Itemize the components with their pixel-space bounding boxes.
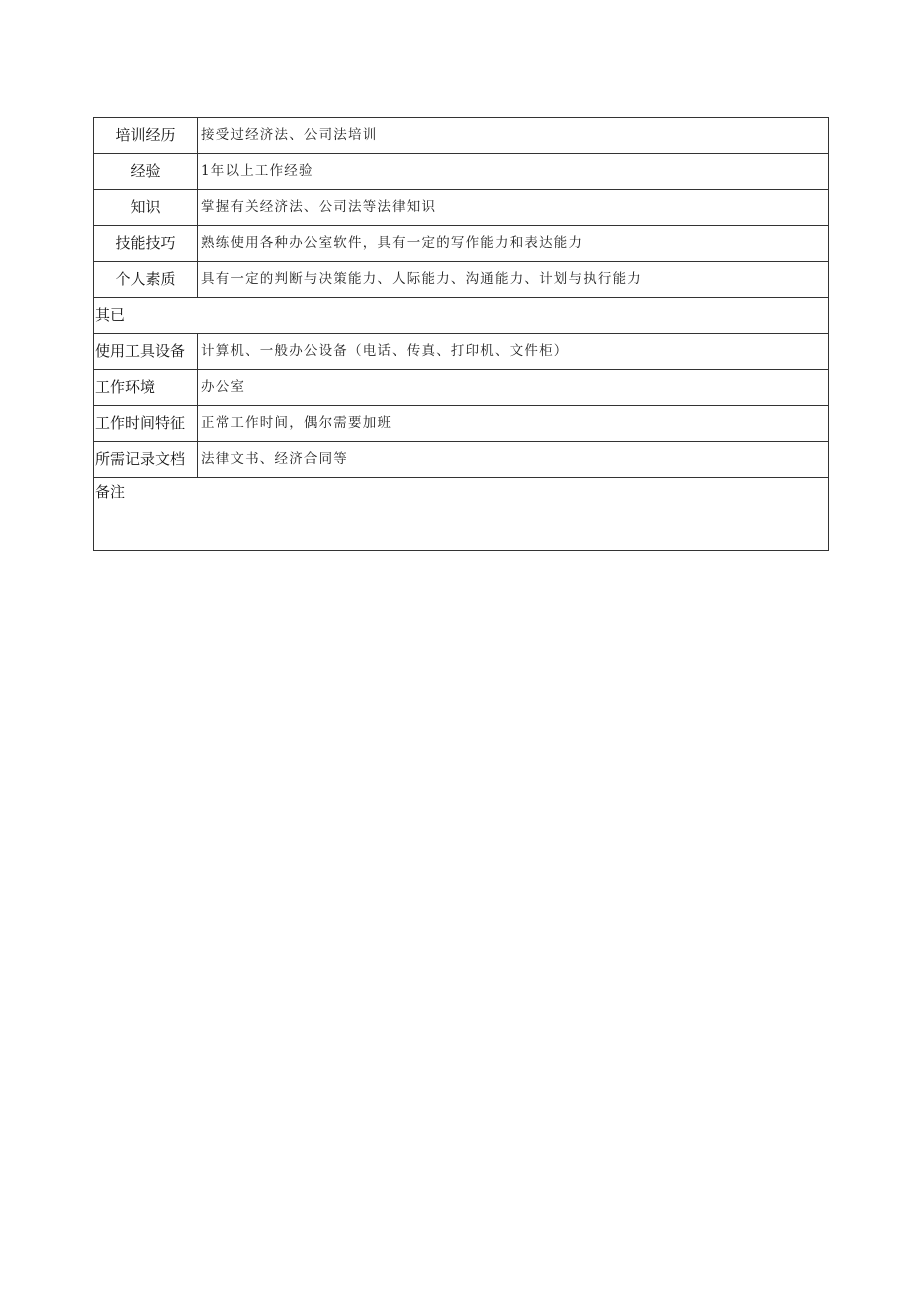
row-value: 1年以上工作经验 [201, 163, 314, 179]
section-title-notes: 备注 [95, 483, 126, 501]
row-value: 办公室 [201, 379, 246, 395]
row-value-cell [198, 262, 829, 298]
notes-cell [94, 478, 829, 551]
row-value-cell [198, 154, 829, 190]
row-label-cell [94, 406, 198, 442]
table-row-environment [94, 370, 829, 406]
section-cell [94, 298, 829, 334]
row-label: 经验 [130, 162, 161, 180]
job-spec-table [93, 117, 829, 551]
section-title-other: 其已 [95, 306, 126, 324]
table-row-documents [94, 442, 829, 478]
table-row-training [94, 118, 829, 154]
row-value: 正常工作时间，偶尔需要加班 [201, 415, 393, 431]
row-label: 知识 [130, 198, 161, 216]
row-label-cell [94, 226, 198, 262]
row-label-cell [94, 334, 198, 370]
table-row-tools [94, 334, 829, 370]
row-label: 工作时间特征 [95, 414, 186, 432]
row-value-cell [198, 406, 829, 442]
row-label-cell [94, 442, 198, 478]
table-row-experience [94, 154, 829, 190]
table-row-personal-qualities [94, 262, 829, 298]
row-label-cell [94, 154, 198, 190]
row-label-cell [94, 370, 198, 406]
row-label: 技能技巧 [115, 234, 176, 252]
row-value: 熟练使用各种办公室软件，具有一定的写作能力和表达能力 [201, 235, 584, 251]
row-label: 工作环境 [95, 378, 156, 396]
row-value: 法律文书、经济合同等 [201, 451, 348, 467]
row-value: 接受过经济法、公司法培训 [201, 127, 378, 143]
row-value-cell [198, 190, 829, 226]
row-label: 个人素质 [115, 270, 176, 288]
row-value: 计算机、一般办公设备（电话、传真、打印机、文件柜） [201, 343, 569, 359]
row-value-cell [198, 226, 829, 262]
table-row-work-hours [94, 406, 829, 442]
row-label: 使用工具设备 [95, 342, 186, 360]
row-value-cell [198, 334, 829, 370]
row-label-cell [94, 190, 198, 226]
table-row-skills [94, 226, 829, 262]
row-value: 掌握有关经济法、公司法等法律知识 [201, 199, 437, 215]
row-value-cell [198, 442, 829, 478]
row-label-cell [94, 118, 198, 154]
row-label: 所需记录文档 [95, 450, 186, 468]
table-row-knowledge [94, 190, 829, 226]
row-value: 具有一定的判断与决策能力、人际能力、沟通能力、计划与执行能力 [201, 271, 642, 287]
row-value-cell [198, 118, 829, 154]
row-value-cell [198, 370, 829, 406]
section-row-notes [94, 478, 829, 551]
row-label-cell [94, 262, 198, 298]
row-label: 培训经历 [115, 126, 176, 144]
section-row-other [94, 298, 829, 334]
